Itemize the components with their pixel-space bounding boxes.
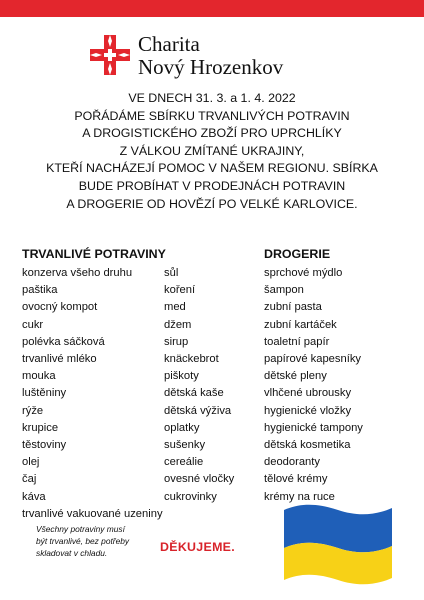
list-item: šampon	[264, 284, 304, 297]
list-item: papírové kapesníky	[264, 353, 362, 366]
intro-line: A DROGERIE OD HOVĚZÍ PO VELKÉ KARLOVICE.	[66, 196, 358, 211]
list-item: sůl	[164, 267, 179, 279]
list-item: knäckebrot	[164, 353, 219, 366]
list-item: hygienické tampony	[264, 421, 363, 434]
list-item: deodoranty	[264, 456, 320, 469]
list-item: krémy na ruce	[264, 490, 335, 503]
list-item: cukrovinky	[164, 490, 217, 503]
list-item: cereálie	[164, 456, 204, 469]
list-item: dětské pleny	[264, 370, 327, 383]
top-red-bar	[0, 0, 424, 17]
list-item: paštika	[22, 284, 58, 297]
list-item: tělové krémy	[264, 473, 328, 486]
food-list-col2	[164, 265, 234, 506]
list-item: dětská výživa	[164, 404, 232, 417]
list-item: džem	[164, 318, 192, 331]
list-item: trvanlivé vakuované uzeniny	[22, 507, 163, 520]
logo-line-1: Charita	[138, 32, 200, 56]
intro-line: KTEŘÍ NACHÁZEJÍ POMOC V NAŠEM REGIONU. SBÍRKA	[46, 161, 378, 176]
note-line: být trvanlivé, bez potřeby	[36, 536, 130, 547]
list-item: piškoty	[164, 370, 199, 383]
charita-logo	[88, 33, 338, 85]
drugstore-list	[264, 265, 363, 506]
list-item: dětská kosmetika	[264, 439, 351, 452]
intro-line: VE DNECH 31. 3. a 1. 4. 2022	[128, 91, 296, 105]
list-item: čaj	[22, 473, 37, 486]
logo-line-2: Nový Hrozenkov	[138, 55, 284, 79]
food-list-col1	[22, 265, 163, 523]
list-item: zubní pasta	[264, 301, 322, 314]
list-item: sirup	[164, 335, 189, 348]
list-item: rýže	[22, 404, 44, 417]
list-item: vlhčené ubrousky	[264, 387, 352, 400]
list-item: mouka	[22, 370, 56, 383]
list-item: krupice	[22, 421, 59, 434]
list-item: cukr	[22, 318, 44, 331]
thanks-text: DĚKUJEME.	[160, 540, 235, 554]
list-item: káva	[22, 490, 46, 503]
list-item: trvanlivé mléko	[22, 353, 97, 366]
list-item: zubní kartáček	[264, 318, 337, 331]
drugstore-heading: DROGERIE	[264, 247, 331, 261]
list-item: sušenky	[164, 439, 206, 452]
list-item: těstoviny	[22, 439, 67, 452]
list-item: toaletní papír	[264, 335, 330, 348]
list-item: med	[164, 301, 186, 314]
intro-line: BUDE PROBÍHAT V PRODEJNÁCH POTRAVIN	[78, 178, 346, 193]
intro-text	[0, 90, 424, 213]
list-item: koření	[164, 284, 196, 297]
food-heading: TRVANLIVÉ POTRAVINY	[22, 247, 166, 261]
caritas-cross-icon	[88, 33, 132, 77]
intro-line: POŘÁDÁME SBÍRKU TRVANLIVÝCH POTRAVIN	[74, 108, 350, 123]
list-item: polévka sáčková	[22, 335, 105, 348]
note-line: skladovat v chladu.	[36, 548, 108, 559]
intro-line: A DROGISTICKÉHO ZBOŽÍ PRO UPRCHLÍKY	[82, 126, 342, 141]
list-item: ovocný kompot	[22, 301, 98, 314]
list-item: dětská kaše	[164, 387, 224, 400]
intro-line: Z VÁLKOU ZMÍTANÉ UKRAJINY,	[119, 143, 305, 158]
list-item: sprchové mýdlo	[264, 267, 343, 279]
ukraine-flag-icon	[284, 502, 392, 585]
list-item: luštěniny	[22, 387, 67, 400]
list-item: ovesné vločky	[164, 473, 235, 486]
storage-note	[36, 523, 156, 560]
note-line: Všechny potraviny musí	[36, 524, 125, 534]
list-item: hygienické vložky	[264, 404, 352, 417]
logo-text	[138, 33, 283, 79]
list-item: olej	[22, 456, 40, 469]
list-item: oplatky	[164, 421, 200, 434]
list-item: konzerva všeho druhu	[22, 267, 133, 279]
